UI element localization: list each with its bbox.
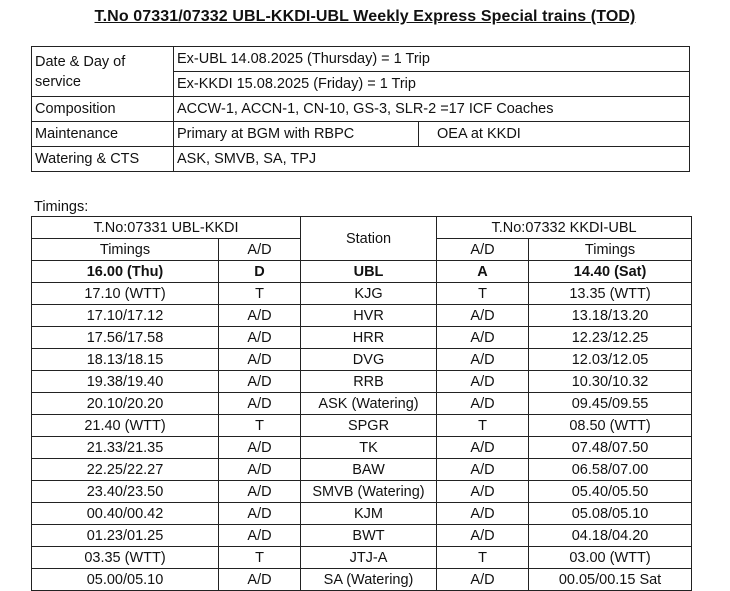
left-ad-cell: A/D xyxy=(219,393,301,415)
table-row xyxy=(32,547,692,569)
left-train-header: T.No:07331 UBL-KKDI xyxy=(32,217,301,239)
station-cell: BAW xyxy=(301,459,437,481)
right-ad-cell: A/D xyxy=(437,459,529,481)
station-cell: KJM xyxy=(301,503,437,525)
right-train-header: T.No:07332 KKDI-UBL xyxy=(437,217,692,239)
date-label: Date & Day of service xyxy=(32,47,174,97)
right-ad-cell: A/D xyxy=(437,371,529,393)
table-row xyxy=(32,393,692,415)
return-time-cell: 05.40/05.50 xyxy=(529,481,692,503)
departure-time-cell: 01.23/01.25 xyxy=(32,525,219,547)
left-timings-header: Timings xyxy=(32,239,219,261)
right-ad-cell: A xyxy=(437,261,529,283)
right-ad-cell: T xyxy=(437,415,529,437)
station-cell: ASK (Watering) xyxy=(301,393,437,415)
table-row xyxy=(32,371,692,393)
right-timings-header: Timings xyxy=(529,239,692,261)
right-ad-cell: T xyxy=(437,547,529,569)
left-ad-cell: A/D xyxy=(219,305,301,327)
return-time-cell: 06.58/07.00 xyxy=(529,459,692,481)
return-time-cell: 09.45/09.55 xyxy=(529,393,692,415)
table-row xyxy=(32,525,692,547)
station-cell: DVG xyxy=(301,349,437,371)
date-line-2: Ex-KKDI 15.08.2025 (Friday) = 1 Trip xyxy=(174,72,690,97)
table-row xyxy=(32,569,692,591)
date-line-1: Ex-UBL 14.08.2025 (Thursday) = 1 Trip xyxy=(174,47,690,72)
left-ad-cell: A/D xyxy=(219,327,301,349)
left-ad-cell: A/D xyxy=(219,503,301,525)
departure-time-cell: 17.56/17.58 xyxy=(32,327,219,349)
return-time-cell: 12.03/12.05 xyxy=(529,349,692,371)
station-cell: HRR xyxy=(301,327,437,349)
right-ad-header: A/D xyxy=(437,239,529,261)
departure-time-cell: 03.35 (WTT) xyxy=(32,547,219,569)
left-ad-cell: A/D xyxy=(219,459,301,481)
departure-time-cell: 17.10/17.12 xyxy=(32,305,219,327)
left-ad-header: A/D xyxy=(219,239,301,261)
table-row xyxy=(32,503,692,525)
right-ad-cell: A/D xyxy=(437,503,529,525)
departure-time-cell: 19.38/19.40 xyxy=(32,371,219,393)
departure-time-cell: 23.40/23.50 xyxy=(32,481,219,503)
station-cell: BWT xyxy=(301,525,437,547)
right-ad-cell: A/D xyxy=(437,569,529,591)
departure-time-cell: 16.00 (Thu) xyxy=(32,261,219,283)
table-row xyxy=(32,327,692,349)
right-ad-cell: T xyxy=(437,283,529,305)
watering-label: Watering & CTS xyxy=(32,147,174,172)
right-ad-cell: A/D xyxy=(437,305,529,327)
departure-time-cell: 18.13/18.15 xyxy=(32,349,219,371)
right-ad-cell: A/D xyxy=(437,349,529,371)
left-ad-cell: A/D xyxy=(219,371,301,393)
departure-time-cell: 21.33/21.35 xyxy=(32,437,219,459)
left-ad-cell: A/D xyxy=(219,525,301,547)
return-time-cell: 03.00 (WTT) xyxy=(529,547,692,569)
return-time-cell: 07.48/07.50 xyxy=(529,437,692,459)
station-cell: HVR xyxy=(301,305,437,327)
station-cell: UBL xyxy=(301,261,437,283)
departure-time-cell: 21.40 (WTT) xyxy=(32,415,219,437)
station-header: Station xyxy=(301,217,437,261)
station-cell: SPGR xyxy=(301,415,437,437)
maintenance-label: Maintenance xyxy=(32,122,174,147)
left-ad-cell: T xyxy=(219,415,301,437)
table-row xyxy=(32,261,692,283)
return-time-cell: 14.40 (Sat) xyxy=(529,261,692,283)
left-ad-cell: A/D xyxy=(219,569,301,591)
maintenance-primary: Primary at BGM with RBPC xyxy=(174,122,419,147)
table-row xyxy=(32,349,692,371)
left-ad-cell: A/D xyxy=(219,481,301,503)
right-ad-cell: A/D xyxy=(437,437,529,459)
return-time-cell: 13.18/13.20 xyxy=(529,305,692,327)
left-ad-cell: A/D xyxy=(219,349,301,371)
return-time-cell: 04.18/04.20 xyxy=(529,525,692,547)
right-ad-cell: A/D xyxy=(437,481,529,503)
return-time-cell: 00.05/00.15 Sat xyxy=(529,569,692,591)
station-cell: TK xyxy=(301,437,437,459)
timings-table xyxy=(31,216,692,591)
document-title: T.No 07331/07332 UBL-KKDI-UBL Weekly Express Special trains (TOD) xyxy=(94,8,636,25)
right-ad-cell: A/D xyxy=(437,525,529,547)
timings-label: Timings: xyxy=(34,199,89,215)
return-time-cell: 05.08/05.10 xyxy=(529,503,692,525)
composition-label: Composition xyxy=(32,97,174,122)
return-time-cell: 12.23/12.25 xyxy=(529,327,692,349)
right-ad-cell: A/D xyxy=(437,393,529,415)
left-ad-cell: A/D xyxy=(219,437,301,459)
station-cell: SMVB (Watering) xyxy=(301,481,437,503)
departure-time-cell: 00.40/00.42 xyxy=(32,503,219,525)
composition-value: ACCW-1, ACCN-1, CN-10, GS-3, SLR-2 =17 ICF Coaches xyxy=(174,97,690,122)
return-time-cell: 08.50 (WTT) xyxy=(529,415,692,437)
left-ad-cell: T xyxy=(219,547,301,569)
maintenance-oea: OEA at KKDI xyxy=(419,122,690,147)
station-cell: SA (Watering) xyxy=(301,569,437,591)
right-ad-cell: A/D xyxy=(437,327,529,349)
table-row xyxy=(32,481,692,503)
departure-time-cell: 20.10/20.20 xyxy=(32,393,219,415)
table-row xyxy=(32,415,692,437)
service-info-table xyxy=(31,46,690,172)
left-ad-cell: T xyxy=(219,283,301,305)
watering-value: ASK, SMVB, SA, TPJ xyxy=(174,147,690,172)
return-time-cell: 13.35 (WTT) xyxy=(529,283,692,305)
return-time-cell: 10.30/10.32 xyxy=(529,371,692,393)
table-row xyxy=(32,283,692,305)
table-row xyxy=(32,305,692,327)
station-cell: KJG xyxy=(301,283,437,305)
table-row xyxy=(32,459,692,481)
departure-time-cell: 22.25/22.27 xyxy=(32,459,219,481)
station-cell: JTJ-A xyxy=(301,547,437,569)
departure-time-cell: 17.10 (WTT) xyxy=(32,283,219,305)
departure-time-cell: 05.00/05.10 xyxy=(32,569,219,591)
left-ad-cell: D xyxy=(219,261,301,283)
station-cell: RRB xyxy=(301,371,437,393)
table-row xyxy=(32,437,692,459)
